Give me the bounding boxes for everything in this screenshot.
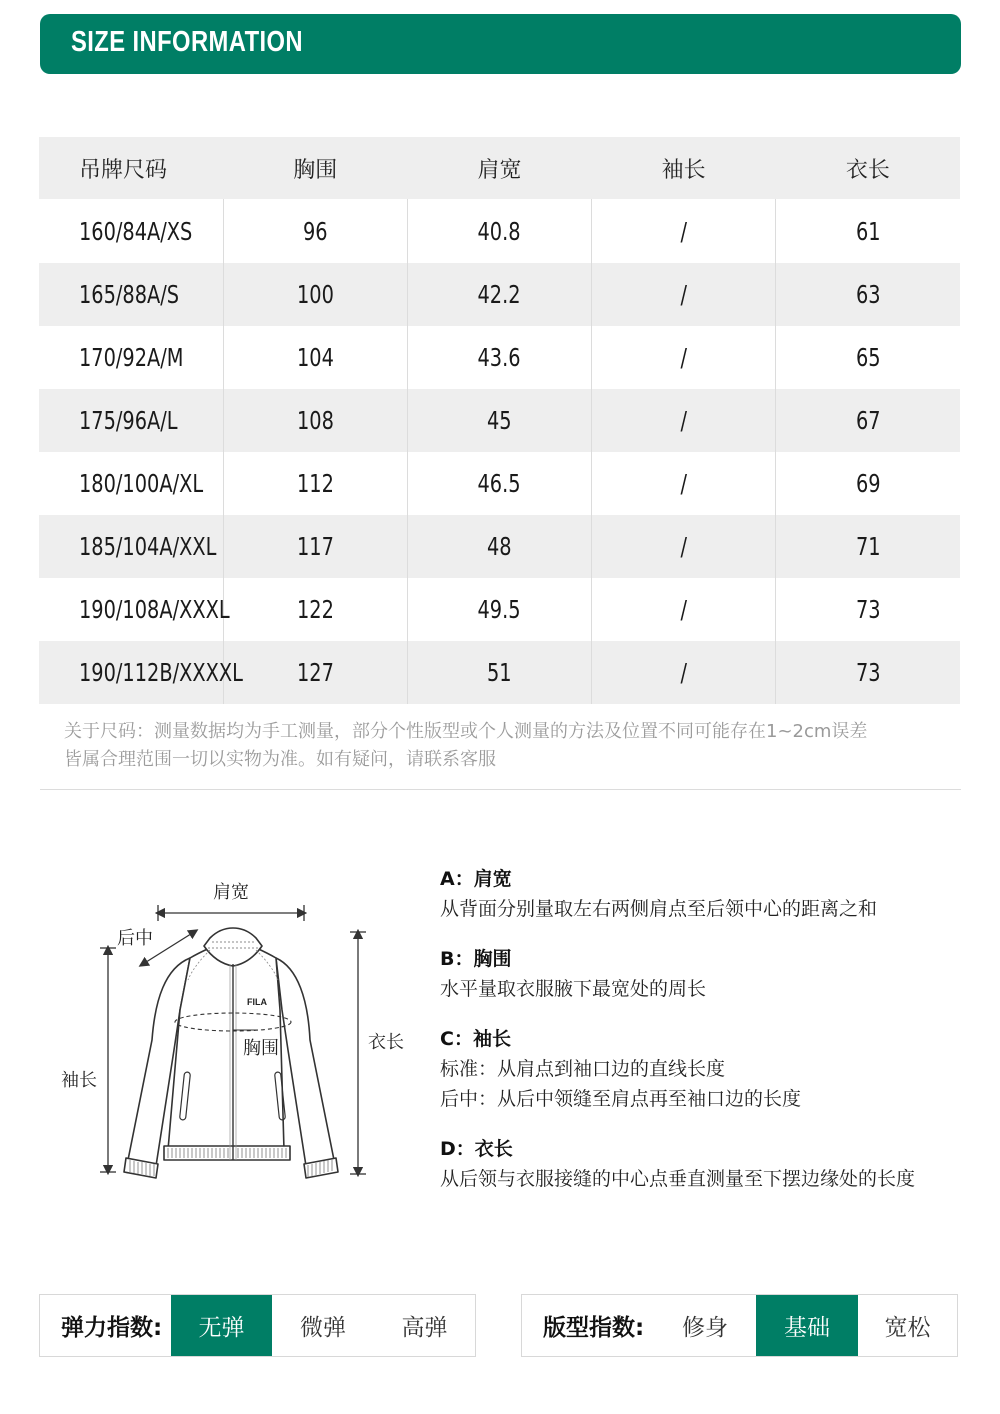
label-sleeve: 袖长 [61, 1070, 97, 1091]
sleeve-cell: / [592, 452, 776, 515]
description-text: 标准：从肩点到袖口边的直线长度 [440, 1058, 726, 1080]
col-sleeve: 袖长 [592, 137, 776, 199]
chest-cell: 96 [223, 199, 407, 263]
divider [40, 789, 961, 790]
description-heading: B：胸围 [440, 948, 512, 970]
description-block [440, 1024, 980, 1114]
fit-option: 修身 [682, 1315, 728, 1341]
table-row [39, 452, 960, 515]
size-table [39, 137, 960, 704]
banner-title: SIZE INFORMATION [71, 26, 304, 58]
col-chest: 胸围 [223, 137, 407, 199]
length-cell: 73 [776, 641, 960, 704]
size-cell: 175/96A/L [39, 389, 223, 452]
shoulder-cell: 42.2 [407, 263, 591, 326]
note-line: 关于尺码：测量数据均为手工测量，部分个性版型或个人测量的方法及位置不同可能存在1~2cm误差 [64, 721, 868, 742]
chest-cell: 122 [223, 578, 407, 641]
description-block [440, 1134, 980, 1194]
sleeve-cell: / [592, 326, 776, 389]
measurement-descriptions [440, 864, 980, 1214]
fit-label: 版型指数: [543, 1315, 645, 1341]
shoulder-cell: 40.8 [407, 199, 591, 263]
sleeve-cell: / [592, 199, 776, 263]
description-block [440, 944, 980, 1004]
jacket-diagram [40, 860, 430, 1200]
elasticity-label: 弹力指数: [61, 1315, 163, 1341]
size-cell: 185/104A/XXL [39, 515, 223, 578]
label-shoulder: 肩宽 [213, 882, 249, 903]
shoulder-cell: 43.6 [407, 326, 591, 389]
fit-index [521, 1294, 958, 1357]
size-cell: 165/88A/S [39, 263, 223, 326]
chest-cell: 117 [223, 515, 407, 578]
table-row [39, 641, 960, 704]
sleeve-cell: / [592, 389, 776, 452]
size-cell: 170/92A/M [79, 343, 184, 372]
size-cell: 180/100A/XL [79, 469, 204, 498]
sleeve-cell: / [592, 263, 776, 326]
table-row [39, 326, 960, 389]
size-cell: 160/84A/XS [79, 216, 193, 246]
sleeve-cell: / [592, 515, 776, 578]
jacket-outline [124, 928, 338, 1178]
description-text: 从背面分别量取左右两侧肩点至后领中心的距离之和 [440, 898, 878, 920]
chest-cell: 127 [223, 641, 407, 704]
fit-option: 宽松 [884, 1315, 931, 1341]
elasticity-option: 高弹 [401, 1315, 448, 1341]
length-cell: 69 [776, 452, 960, 515]
fit-option: 基础 [756, 1295, 858, 1356]
shoulder-cell: 51 [407, 641, 591, 704]
size-note [64, 718, 964, 774]
label-length: 衣长 [368, 1032, 404, 1053]
shoulder-cell: 49.5 [407, 578, 591, 641]
length-cell: 63 [776, 263, 960, 326]
label-back-center: 后中 [117, 928, 153, 949]
col-size: 吊牌尺码 [39, 137, 223, 199]
chest-cell: 108 [223, 389, 407, 452]
description-text: 后中：从后中领缝至肩点再至袖口边的长度 [440, 1088, 802, 1110]
description-block [440, 864, 980, 924]
description-heading: A：肩宽 [440, 868, 512, 890]
elasticity-option: 微弹 [300, 1315, 346, 1341]
size-cell: 190/108A/XXXL [79, 595, 230, 624]
length-cell: 67 [776, 389, 960, 452]
sleeve-cell: / [592, 641, 776, 704]
chest-cell: 100 [223, 263, 407, 326]
description-heading: D：衣长 [440, 1138, 513, 1160]
length-cell: 71 [776, 515, 960, 578]
label-chest: 胸围 [243, 1038, 279, 1059]
length-cell: 61 [776, 199, 960, 263]
table-header-row [39, 137, 960, 199]
elasticity-index [39, 1294, 476, 1357]
description-heading: C：袖长 [440, 1028, 511, 1050]
shoulder-cell: 45 [407, 389, 591, 452]
chest-cell: 112 [223, 452, 407, 515]
size-cell: 190/112B/XXXXL [39, 641, 223, 704]
table-row [39, 389, 960, 452]
length-cell: 73 [776, 578, 960, 641]
description-text: 从后领与衣服接缝的中心点垂直测量至下摆边缘处的长度 [440, 1168, 916, 1190]
table-row [39, 578, 960, 641]
shoulder-cell: 48 [407, 515, 591, 578]
note-line: 皆属合理范围一切以实物为准。如有疑问，请联系客服 [64, 749, 496, 770]
table-row [39, 263, 960, 326]
col-shoulder: 肩宽 [407, 137, 591, 199]
sleeve-cell: / [592, 578, 776, 641]
shoulder-cell: 46.5 [407, 452, 591, 515]
chest-cell: 104 [223, 326, 407, 389]
table-row [39, 515, 960, 578]
length-cell: 65 [776, 326, 960, 389]
elasticity-option: 无弹 [171, 1295, 272, 1356]
table-row [39, 199, 960, 263]
fila-logo: FILA [247, 997, 267, 1007]
header-banner [40, 14, 961, 74]
col-length: 衣长 [776, 137, 960, 199]
description-text: 水平量取衣服腋下最宽处的周长 [440, 978, 707, 1000]
